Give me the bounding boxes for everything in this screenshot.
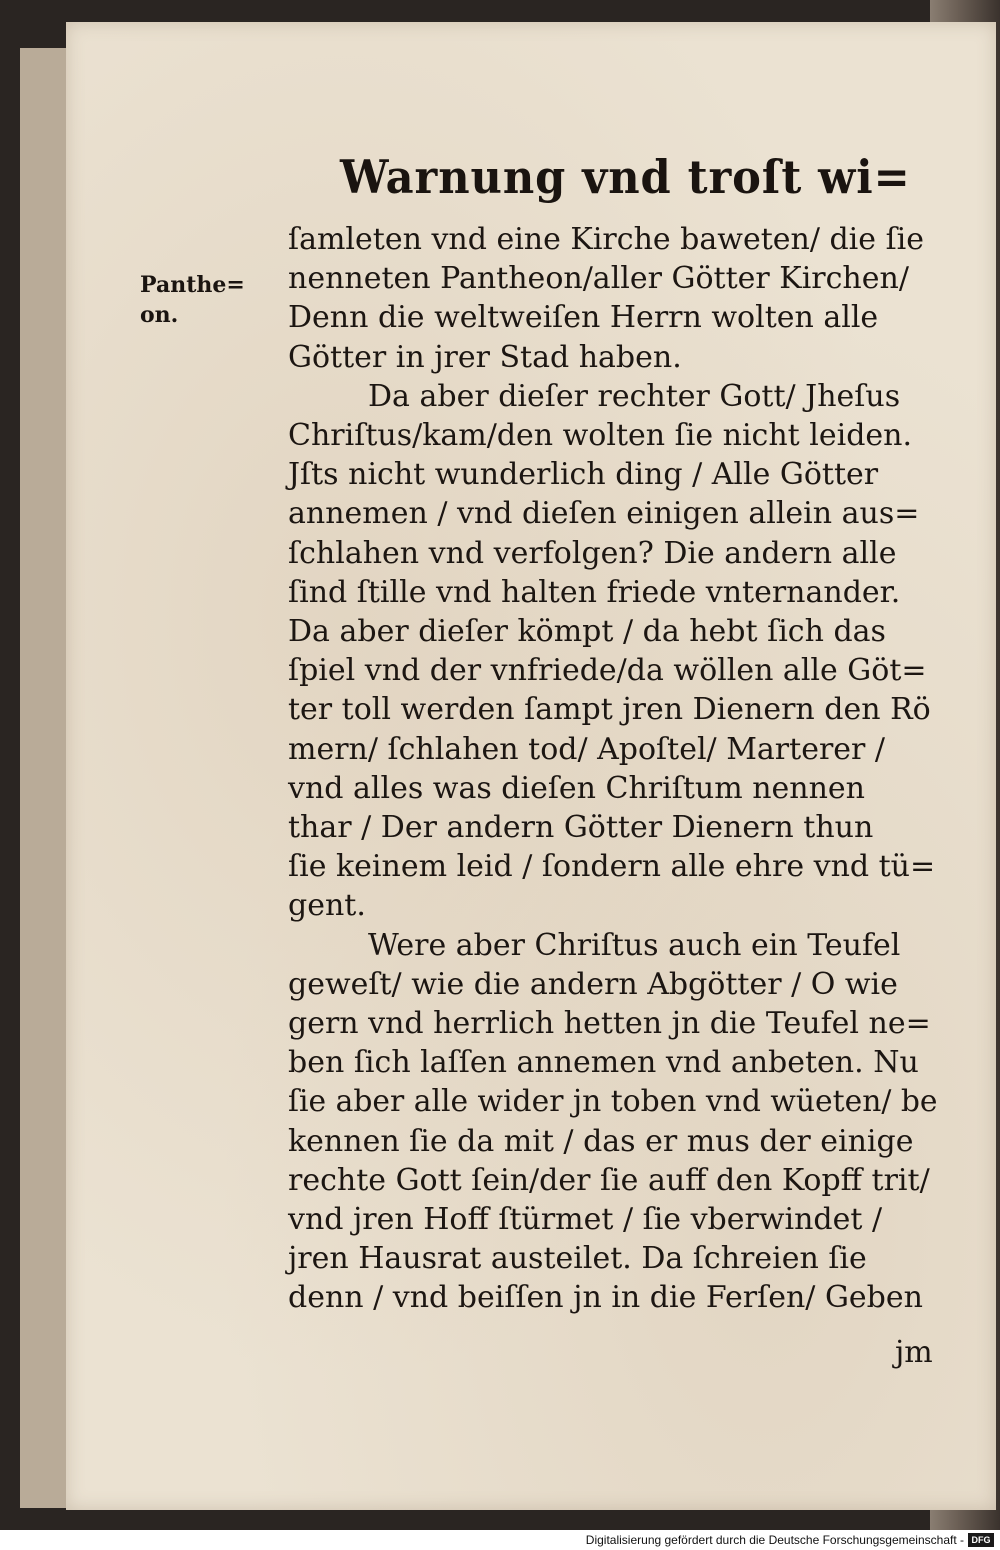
body-text [288, 220, 948, 1318]
text-line: ſchlahen vnd verfolgen? Die andern alle [288, 535, 897, 571]
text-line: Da aber dieſer kömpt / da hebt ſich das [288, 614, 886, 650]
margin-note-line: Panthe= [140, 272, 245, 298]
text-line: thar / Der andern Götter Dienern thun [288, 810, 874, 846]
text-line: denn / vnd beiſſen jn in die Ferſen/ Geben [288, 1280, 923, 1316]
text-line: Chriſtus/kam/den wolten ſie nicht leiden. [288, 418, 913, 454]
text-line: geweſt/ wie die andern Abgötter / O wie [288, 966, 898, 1002]
text-line: ter toll werden ſampt jren Dienern den Rö [288, 692, 931, 728]
text-line: Da aber dieſer rechter Gott/ Jheſus [368, 378, 901, 414]
text-line: Jſts nicht wunderlich ding / Alle Götter [288, 457, 879, 493]
running-head: Warnung vnd troſt wi= [340, 150, 911, 204]
text-line: mern/ ſchlahen tod/ Apoſtel/ Marterer / [288, 731, 886, 767]
text-line: Denn die weltweiſen Herrn wolten alle [288, 300, 879, 336]
margin-note [140, 270, 245, 330]
text-line: gent. [288, 888, 366, 924]
text-line: ſie keinem leid / ſondern alle ehre vnd tü= [288, 849, 936, 885]
text-line: Götter in jrer Stad haben. [288, 339, 682, 375]
text-line: vnd jren Hoff ſtürmet / ſie vberwindet / [288, 1202, 883, 1238]
text-line: ben ſich laſſen annemen vnd anbeten. Nu [288, 1045, 919, 1081]
footer-bar [0, 1530, 1000, 1550]
text-line: kennen ſie da mit / das er mus der einige [288, 1123, 914, 1159]
text-line: gern vnd herrlich hetten jn die Teufel ne= [288, 1006, 931, 1042]
text-line: nenneten Pantheon/aller Götter Kirchen/ [288, 261, 909, 297]
text-line: rechte Gott ſein/der ſie auff den Kopff trit/ [288, 1162, 930, 1198]
text-line: ſind ſtille vnd halten friede vnternander. [288, 574, 901, 610]
margin-note-line: on. [140, 302, 179, 328]
text-line: jren Hausrat austeilet. Da ſchreien ſie [288, 1241, 867, 1277]
dfg-logo: DFG [968, 1533, 994, 1547]
text-line: Were aber Chriſtus auch ein Teufel [368, 927, 901, 963]
text-line: annemen / vnd dieſen einigen allein aus= [288, 496, 920, 532]
text-line: vnd alles was dieſen Chriſtum nennen [288, 770, 866, 806]
funding-notice: Digitalisierung gefördert durch die Deutsche Forschungsgemeinschaft - [585, 1533, 964, 1547]
text-line: ſamleten vnd eine Kirche baweten/ die ſie [288, 222, 925, 257]
text-line: ſpiel vnd der vnfriede/da wöllen alle Göt= [288, 653, 927, 689]
catchword: jm [895, 1335, 933, 1370]
text-line: ſie aber alle wider jn toben vnd wüeten/ be [288, 1084, 938, 1120]
